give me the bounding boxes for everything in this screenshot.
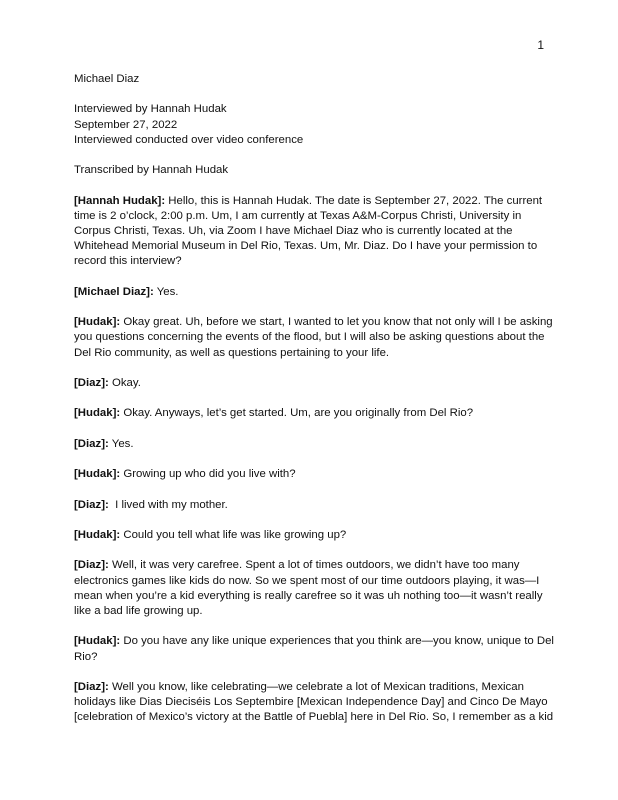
speaker-label: [Diaz]: (74, 680, 109, 693)
transcript-paragraph (74, 634, 552, 664)
transcript-line (74, 376, 552, 391)
utterance-text: Rio? (74, 650, 98, 663)
transcript-line (74, 528, 552, 543)
interviewee-name: Michael Diaz (74, 73, 140, 85)
transcript-paragraph (74, 558, 552, 619)
spacer (74, 178, 552, 193)
transcript-paragraph (74, 194, 552, 270)
transcript-line (74, 498, 552, 513)
transcript-line (74, 604, 552, 619)
page-number: 1 (537, 38, 544, 52)
utterance-text: mean when you’re a kid everything is really carefree so it was uh nothing too—it wasn’t really (74, 589, 543, 602)
utterance-text: electronics games like kids do now. So we spent most of our time outdoors playing, it was—I (74, 574, 540, 587)
transcript-line (74, 710, 552, 725)
transcript-paragraph (74, 528, 552, 543)
utterance-text: Yes. (108, 437, 134, 450)
transcript-line (74, 285, 552, 300)
utterance-text: Do you have any like unique experiences that you think are—you know, unique to Del (120, 635, 554, 648)
speaker-label: [Hudak]: (74, 528, 121, 541)
transcript-line (74, 194, 552, 209)
utterance-text: you questions concerning the events of the flood, but I will also be asking questions about the (74, 331, 545, 344)
transcript-line (74, 558, 552, 573)
utterance-text: holidays like Dias Dieciséis Los Septembire [Mexican Independence Day] and Cinco De Mayo (74, 696, 548, 709)
transcript-line (74, 634, 552, 649)
speaker-label: [Hudak]: (74, 316, 121, 329)
spacer (74, 148, 552, 163)
speaker-label: [Hudak]: (74, 407, 121, 420)
utterance-text: Corpus Christi, Texas. Uh, via Zoom I have Michael Diaz who is currently located at the (74, 224, 513, 237)
transcript-line (74, 254, 552, 269)
spacer (74, 87, 552, 102)
transcript-line (74, 315, 552, 330)
transcript-page (74, 72, 552, 741)
utterance-text: like a bad life growing up. (74, 604, 203, 617)
transcript-paragraph (74, 498, 552, 513)
transcript-paragraph (74, 315, 552, 361)
transcriber-line: Transcribed by Hannah Hudak (74, 164, 229, 177)
transcript-line (74, 437, 552, 452)
transcript-line (74, 695, 552, 710)
interview-method: Interviewed conducted over video conference (74, 133, 304, 146)
transcript-line (74, 330, 552, 345)
transcript-line (74, 239, 552, 254)
interview-date: September 27, 2022 (74, 118, 178, 131)
utterance-text: time is 2 o’clock, 2:00 p.m. Um, I am currently at Texas A&M-Corpus Christi, University in (74, 209, 522, 222)
transcript-paragraph (74, 437, 552, 452)
transcript-line (74, 224, 552, 239)
transcript-line (74, 406, 552, 421)
transcript-paragraph (74, 406, 552, 421)
utterance-text: Hello, this is Hannah Hudak. The date is September 27, 2022. The current (165, 194, 543, 207)
transcript-line (74, 209, 552, 224)
utterance-text: Well, it was very carefree. Spent a lot of times outdoors, we didn’t have too many (108, 559, 520, 572)
transcript-line (74, 650, 552, 665)
transcript-line (74, 467, 552, 482)
speaker-label: [Diaz]: (74, 437, 109, 450)
speaker-label: [Diaz]: (74, 376, 109, 389)
utterance-text: Okay. Anyways, let’s get started. Um, are you originally from Del Rio? (120, 407, 474, 420)
utterance-text: Okay. (108, 376, 141, 389)
transcript-paragraph (74, 680, 552, 726)
transcript-body (74, 194, 552, 726)
speaker-label: [Hudak]: (74, 635, 121, 648)
utterance-text: Okay great. Uh, before we start, I wanted to let you know that not only will I be asking (120, 316, 553, 329)
utterance-text: Del Rio community, as well as questions pertaining to your life. (74, 346, 390, 359)
transcript-paragraph (74, 467, 552, 482)
utterance-text: Yes. (153, 285, 179, 298)
transcript-line (74, 346, 552, 361)
utterance-text: Whitehead Memorial Museum in Del Rio, Texas. Um, Mr. Diaz. Do I have your permission to (74, 240, 538, 253)
speaker-label: [Diaz]: (74, 559, 109, 572)
transcript-paragraph (74, 285, 552, 300)
transcript-line (74, 589, 552, 604)
utterance-text: I lived with my mother. (108, 498, 228, 511)
speaker-label: [Hannah Hudak]: (74, 194, 166, 207)
speaker-label: [Diaz]: (74, 498, 109, 511)
transcript-line (74, 574, 552, 589)
speaker-label: [Michael Diaz]: (74, 285, 154, 298)
transcript-line (74, 680, 552, 695)
utterance-text: Could you tell what life was like growing up? (120, 528, 347, 541)
utterance-text: Growing up who did you live with? (120, 468, 296, 481)
transcript-paragraph (74, 376, 552, 391)
speaker-label: [Hudak]: (74, 468, 121, 481)
interviewer-line: Interviewed by Hannah Hudak (74, 103, 227, 116)
utterance-text: Well you know, like celebrating—we celebrate a lot of Mexican traditions, Mexican (108, 680, 524, 693)
utterance-text: record this interview? (74, 255, 182, 268)
utterance-text: [celebration of Mexico’s victory at the Battle of Puebla] here in Del Rio. So, I remember as a kid (74, 711, 554, 724)
